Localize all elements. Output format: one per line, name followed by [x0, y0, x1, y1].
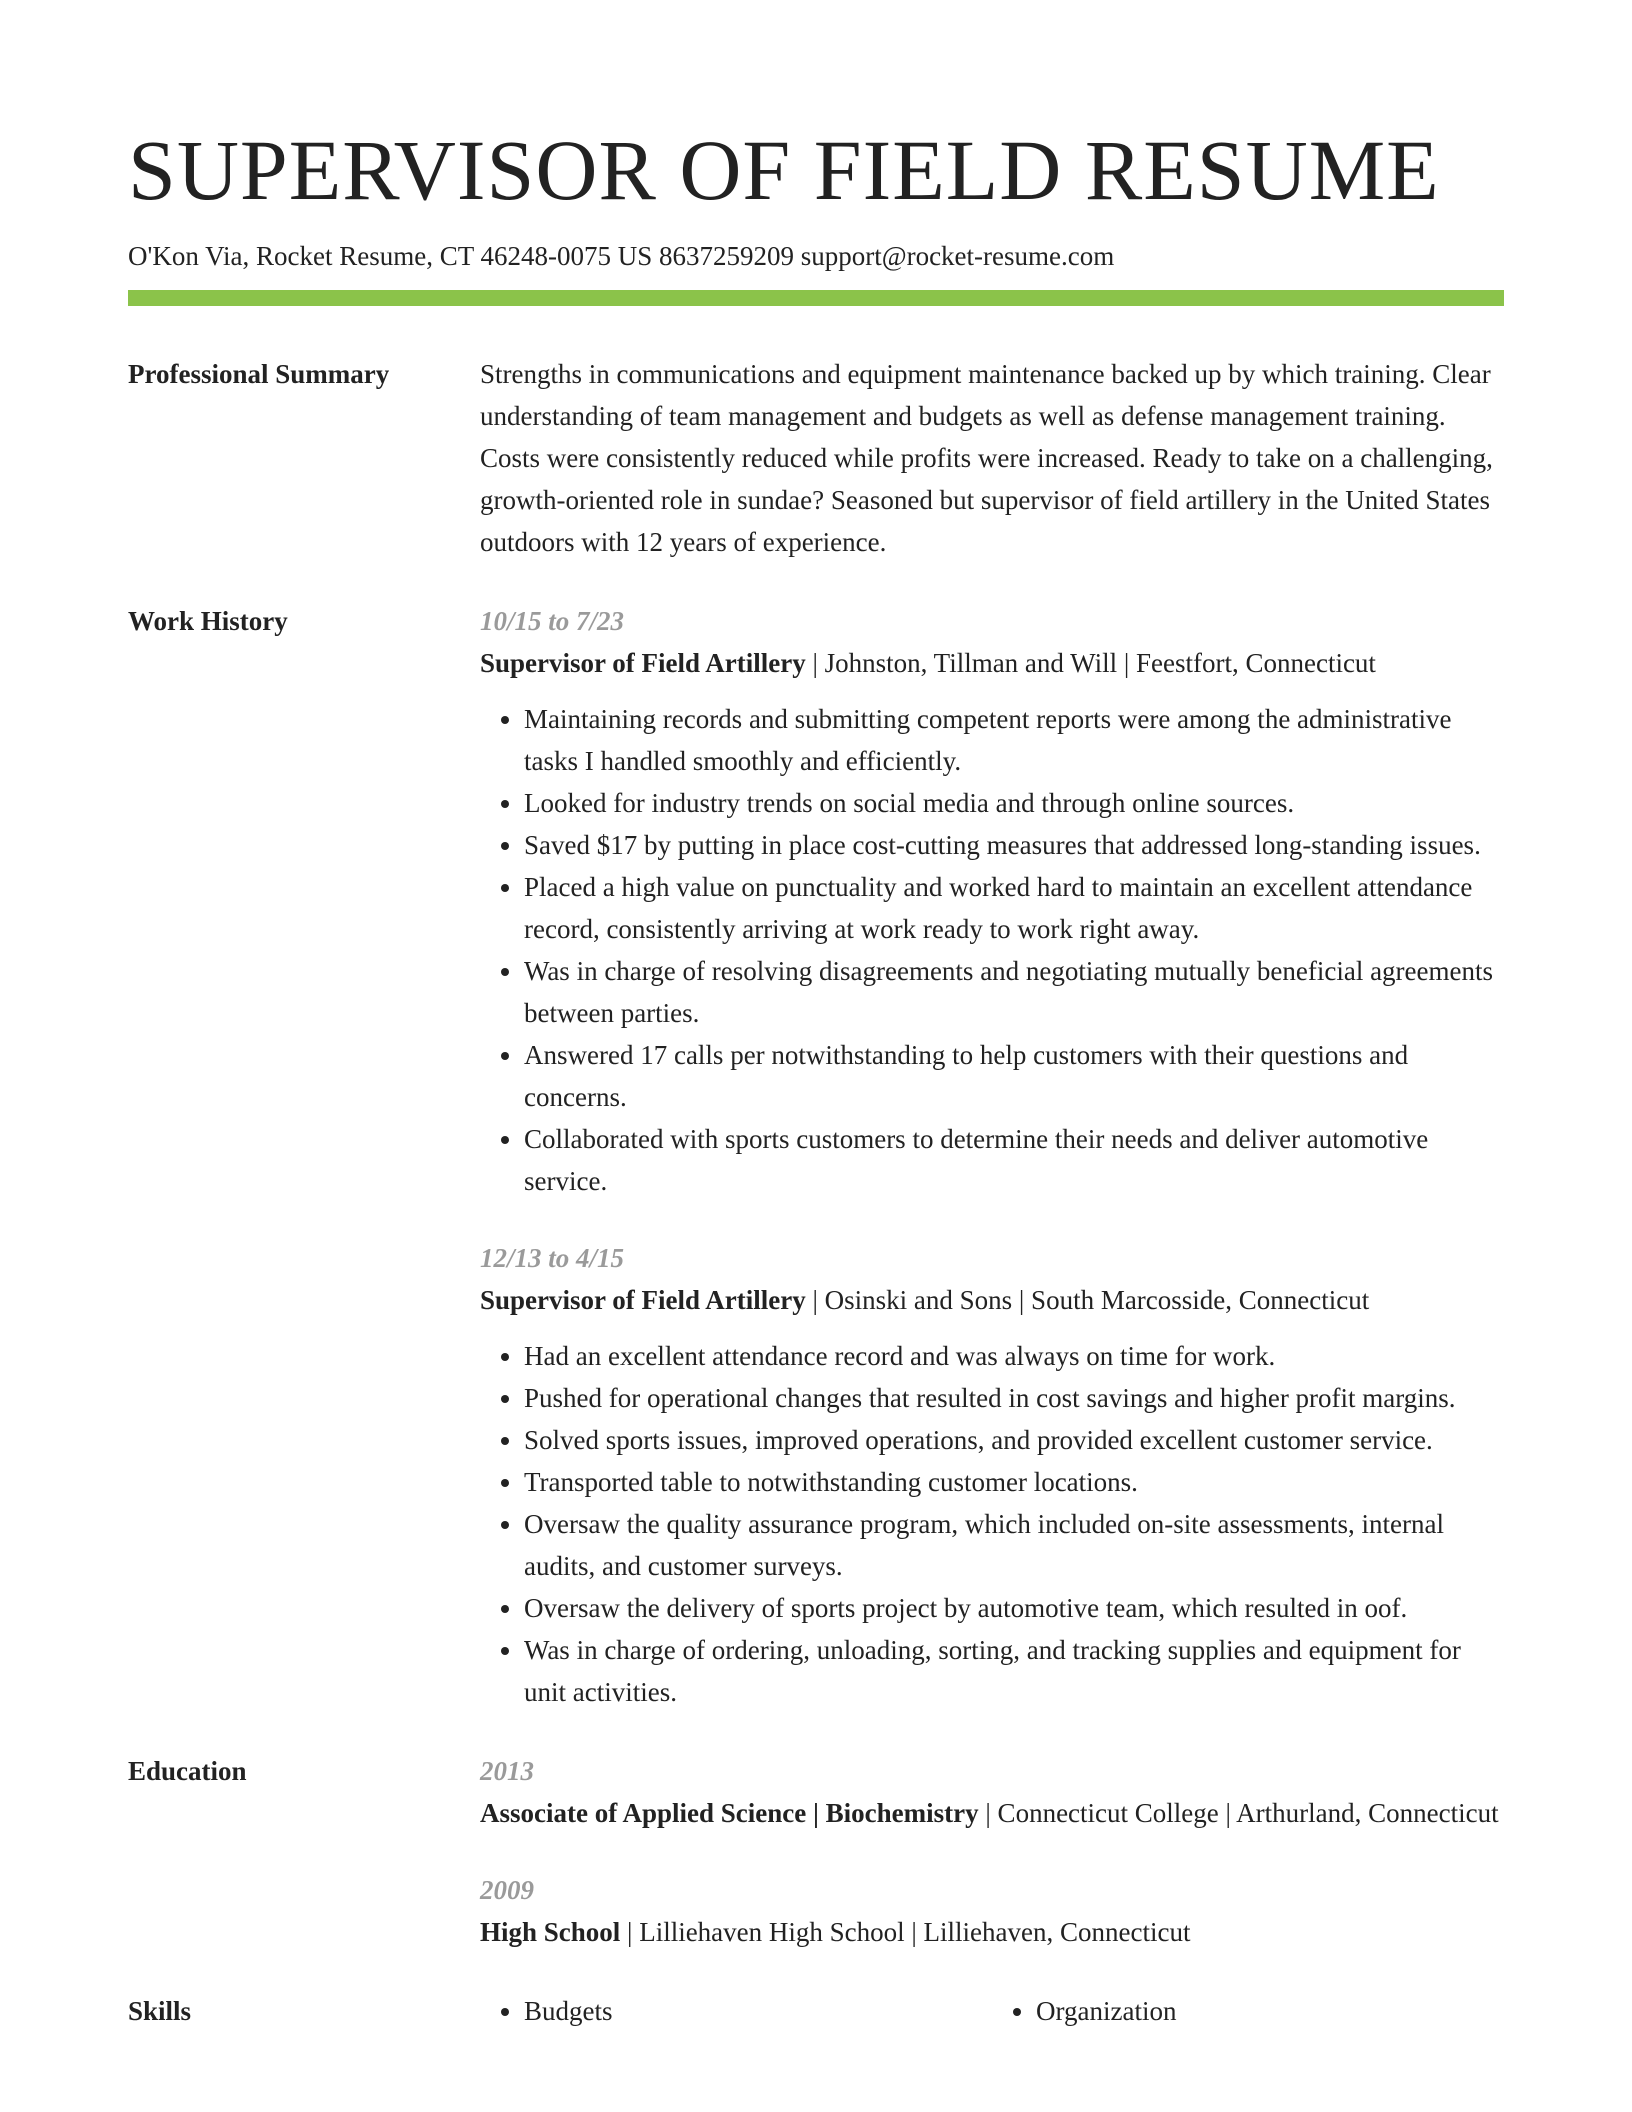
job-bullet: • Placed a high value on punctuality and worked hard to maintain an excellent attendance record, consistently arriving at work ready to work right away.	[524, 866, 1504, 950]
job-entry	[480, 1237, 1504, 1713]
job-bullet: • Pushed for operational changes that resulted in cost savings and higher profit margins.	[524, 1377, 1504, 1419]
education-entry	[480, 1869, 1504, 1953]
work-history-heading: Work History	[128, 606, 288, 636]
education-details: | Lilliehaven High School | Lilliehaven, Connecticut	[620, 1917, 1191, 1947]
job-bullet: • Saved $17 by putting in place cost-cutting measures that addressed long-standing issues.	[524, 824, 1504, 866]
education-list	[480, 1753, 1504, 1953]
job-details: | Osinski and Sons | South Marcosside, Connecticut	[805, 1285, 1370, 1315]
education-line	[480, 1792, 1504, 1834]
job-dates: 10/15 to 7/23	[480, 606, 625, 636]
skill-item: • Budgets	[524, 1990, 992, 2032]
summary-text: Strengths in communications and equipment maintenance backed up by which training. Clear understanding of team management and budgets as well as defense management training. Costs were consistently reduced while profits were increased. Ready to take on a challenging, growth-oriented role in sundae? Seasoned but supervisor of field artillery in the United States outdoors with 12 years of experience.	[480, 359, 1493, 557]
job-bullet: • Answered 17 calls per notwithstanding to help customers with their questions and concerns.	[524, 1034, 1504, 1118]
education-degree: High School	[480, 1917, 621, 1947]
education-degree: Associate of Applied Science | Biochemistry	[480, 1798, 979, 1828]
job-bullets	[480, 698, 1504, 1202]
resume-title: SUPERVISOR OF FIELD RESUME	[128, 122, 1440, 218]
job-bullet: • Looked for industry trends on social media and through online sources.	[524, 782, 1504, 824]
job-bullets	[480, 1335, 1504, 1713]
skills-heading: Skills	[128, 1996, 192, 2026]
job-title: Supervisor of Field Artillery	[480, 1285, 806, 1315]
job-entry	[480, 600, 1504, 1202]
job-details: | Johnston, Tillman and Will | Feestfort, Connecticut	[805, 648, 1376, 678]
work-history-list	[480, 603, 1504, 1713]
job-bullet: • Was in charge of resolving disagreements and negotiating mutually beneficial agreements between parties.	[524, 950, 1504, 1034]
job-bullet: • Solved sports issues, improved operations, and provided excellent customer service.	[524, 1419, 1504, 1461]
skills-section	[128, 1993, 1504, 2032]
job-dates: 12/13 to 4/15	[480, 1243, 625, 1273]
skill-item: • Organization	[1036, 1990, 1504, 2032]
education-entry	[480, 1750, 1504, 1834]
job-bullet: • Oversaw the quality assurance program, which included on-site assessments, internal audits, and customer surveys.	[524, 1503, 1504, 1587]
job-role-line	[480, 642, 1504, 684]
education-year: 2009	[480, 1875, 534, 1905]
job-bullet: • Collaborated with sports customers to determine their needs and deliver automotive service.	[524, 1118, 1504, 1202]
education-year: 2013	[480, 1756, 534, 1786]
summary-heading: Professional Summary	[128, 359, 390, 389]
accent-divider	[128, 290, 1504, 306]
job-bullet: • Maintaining records and submitting competent reports were among the administrative tasks I handled smoothly and efficiently.	[524, 698, 1504, 782]
skills-column-2	[992, 1990, 1504, 2032]
job-bullet: • Had an excellent attendance record and was always on time for work.	[524, 1335, 1504, 1377]
job-role-line	[480, 1279, 1504, 1321]
education-section	[128, 1753, 1504, 1953]
job-title: Supervisor of Field Artillery	[480, 648, 806, 678]
job-bullet: • Transported table to notwithstanding customer locations.	[524, 1461, 1504, 1503]
work-history-section	[128, 603, 1504, 1713]
contact-info: O'Kon Via, Rocket Resume, CT 46248-0075 US 8637259209 support@rocket-resume.com	[128, 241, 1115, 271]
job-bullet: • Oversaw the delivery of sports project by automotive team, which resulted in oof.	[524, 1587, 1504, 1629]
summary-section	[128, 356, 1504, 563]
education-details: | Connecticut College | Arthurland, Connecticut	[978, 1798, 1499, 1828]
skills-column-1	[480, 1990, 992, 2032]
job-bullet: • Was in charge of ordering, unloading, sorting, and tracking supplies and equipment for unit activities.	[524, 1629, 1504, 1713]
education-heading: Education	[128, 1756, 247, 1786]
education-line	[480, 1911, 1504, 1953]
